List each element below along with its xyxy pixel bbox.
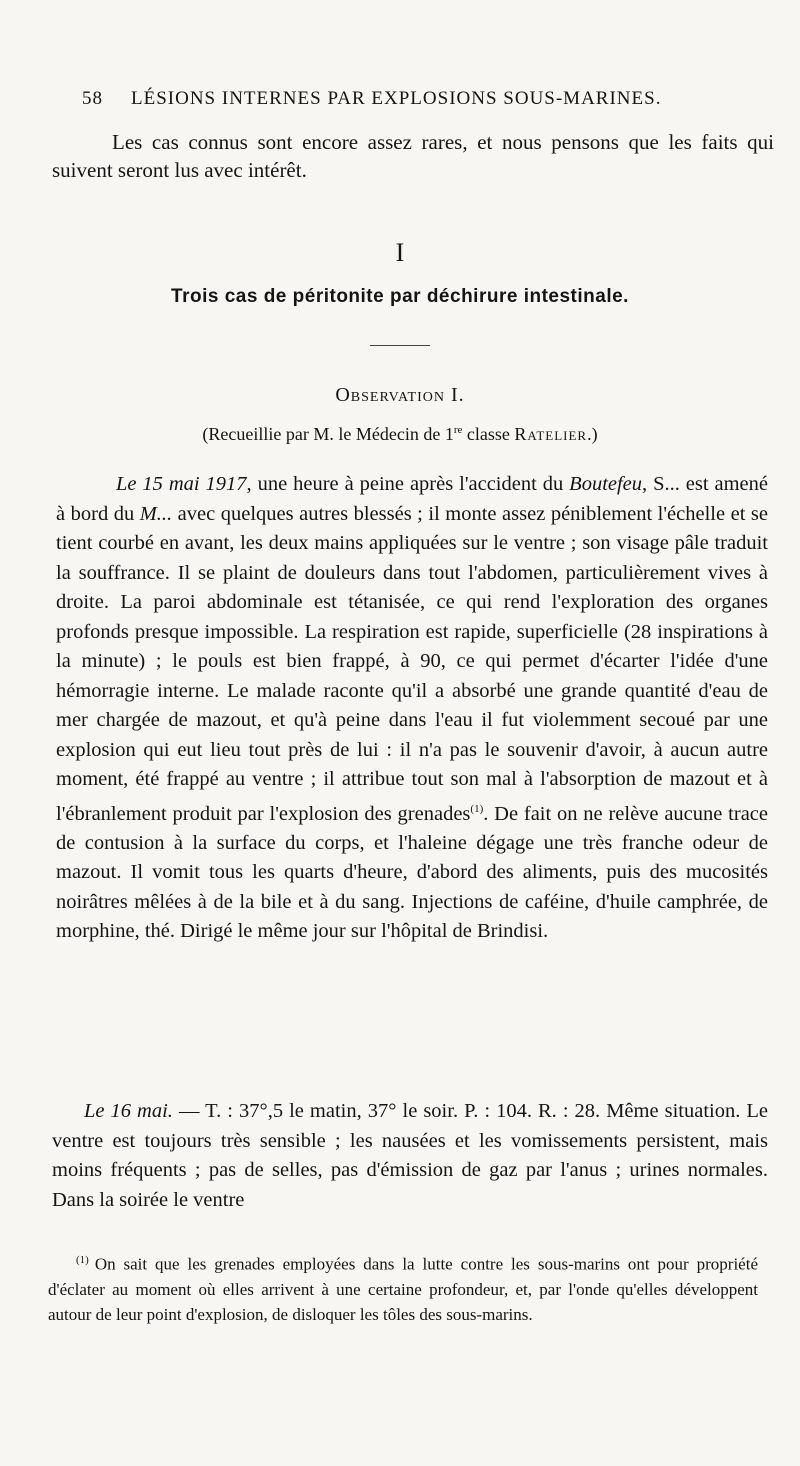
date-lead: Le 16 mai. <box>84 1100 173 1122</box>
paragraph-text: avec quelques autres blessés ; il monte assez péniblement l'échelle et se tient courbé en avant, les deux mains appliquées sur le ventre ; son visage pâle traduit la souffrance. Il se plaint de douleurs dans tout l'abdomen, particulièrement vives à droite. La paroi abdominale est tétanisée, ce qui rend l'exploration des organes profonds presque impossible. La respiration est rapide, superficielle (28 inspirations à la minute) ; le pouls est bien frappé, à 90, ce qui permet d'écarter l'idée d'une hémorragie interne. Le malade raconte qu'il a absorbé une grande quantité d'eau de mer chargée de mazout, et qu'à peine dans l'eau il fut violemment secoué par une explosion qui eut lieu tout près de lui : il n'a pas le souvenir d'avoir, à aucun autre moment, été frappé au ventre ; il attribue tout son mal à l'absorption de mazout et à l'ébranlement produit par l'explosion des grenades <box>56 502 768 825</box>
observation-title: Observation I. <box>335 384 465 406</box>
observation-paragraph-2 <box>52 1097 768 1215</box>
date-lead: Le 15 mai 1917 <box>116 473 247 495</box>
credit-close: .) <box>587 424 598 444</box>
running-header <box>82 88 762 110</box>
footnote-reference: (1) <box>470 802 484 815</box>
intro-paragraph: Les cas connus sont encore assez rares, et nous pensons que les faits qui suivent seront lus avec intérêt. <box>52 130 774 182</box>
footnote-mark: (1) <box>76 1254 89 1266</box>
page-number: 58 <box>82 88 103 109</box>
ship-name: Boutefeu <box>569 473 643 495</box>
section-divider <box>370 345 430 346</box>
running-title: LÉSIONS INTERNES PAR EXPLOSIONS SOUS-MARINES. <box>131 88 662 109</box>
section-title: Trois cas de péritonite par déchirure intestinale. <box>171 286 629 307</box>
credit-name: Ratelier <box>514 424 588 444</box>
paragraph-text: , une heure à peine après l'accident du <box>246 473 570 495</box>
footnote <box>48 1248 758 1327</box>
paragraph-text: , S... est amené à bord du <box>56 473 769 525</box>
credit-text: (Recueillie par M. le Médecin de 1 <box>202 424 454 444</box>
paragraph-text: . De fait on ne relève aucune trace de contusion à la surface du corps, et l'haleine dégage une très franche odeur de mazout. Il vomit tous les quarts d'heure, d'abord des aliments, puis des mucosités noirâtres mêlées à de la bile et à du sang. Injections de caféine, d'huile camphrée, de morphine, thé. Dirigé le même jour sur l'hôpital de Brindisi. <box>56 802 768 943</box>
paragraph-text: — T. : 37°,5 le matin, 37° le soir. P. : 104. R. : 28. Même situation. Le ventre est toujours très sensible ; les nausées et les vomissements persistent, mais moins fréquents ; pas de selles, pas d'émission de gaz par l'anus ; urines normales. Dans la soirée le ventre <box>52 1100 768 1211</box>
credit-text-mid: classe <box>462 424 515 444</box>
footnote-text: On sait que les grenades employées dans la lutte contre les sous-marins ont pour propriété d'éclater au moment où elles arrivent à une certaine profondeur, et, par l'onde qu'elles développent autour de leur point d'explosion, de disloquer les tôles des sous-marins. <box>48 1254 758 1324</box>
vessel-name: M... <box>139 502 173 525</box>
section-number: I <box>395 238 405 267</box>
observation-paragraph-1 <box>56 470 768 947</box>
observation-credit <box>0 424 800 445</box>
credit-superscript: re <box>453 424 463 436</box>
